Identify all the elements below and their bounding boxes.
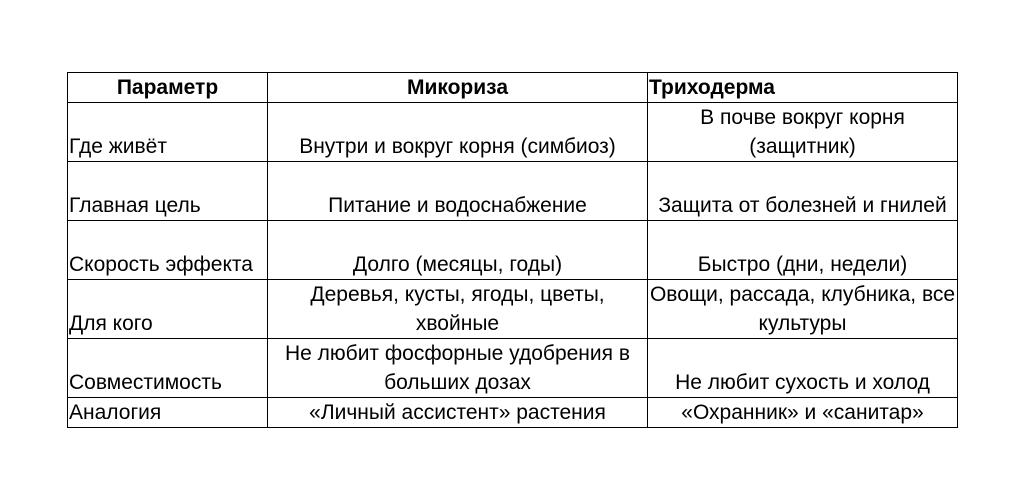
mycorrhiza-cell: Внутри и вокруг корня (симбиоз) <box>268 103 648 162</box>
row-label: Аналогия <box>68 398 268 428</box>
trichoderma-cell: Быстро (дни, недели) <box>648 221 958 280</box>
trichoderma-cell: Не любит сухость и холод <box>648 339 958 398</box>
table-row <box>68 398 958 428</box>
header-mycorrhiza: Микориза <box>268 73 648 103</box>
row-label: Для кого <box>68 280 268 339</box>
table-row <box>68 221 958 280</box>
mycorrhiza-cell: Долго (месяцы, годы) <box>268 221 648 280</box>
header-parameter: Параметр <box>68 73 268 103</box>
trichoderma-cell: Защита от болезней и гнилей <box>648 162 958 221</box>
table-row <box>68 162 958 221</box>
table-row <box>68 339 958 398</box>
table-row <box>68 103 958 162</box>
comparison-table <box>67 72 958 428</box>
table-row <box>68 280 958 339</box>
row-label: Главная цель <box>68 162 268 221</box>
mycorrhiza-cell: Питание и водоснабжение <box>268 162 648 221</box>
mycorrhiza-cell: Деревья, кусты, ягоды, цветы, хвойные <box>268 280 648 339</box>
trichoderma-cell: Овощи, рассада, клубника, все культуры <box>648 280 958 339</box>
row-label: Совместимость <box>68 339 268 398</box>
mycorrhiza-cell: «Личный ассистент» растения <box>268 398 648 428</box>
table-header-row <box>68 73 958 103</box>
row-label: Где живёт <box>68 103 268 162</box>
mycorrhiza-cell: Не любит фосфорные удобрения в больших дозах <box>268 339 648 398</box>
row-label: Скорость эффекта <box>68 221 268 280</box>
trichoderma-cell: «Охранник» и «санитар» <box>648 398 958 428</box>
trichoderma-cell: В почве вокруг корня (защитник) <box>648 103 958 162</box>
header-trichoderma: Триходерма <box>648 73 958 103</box>
